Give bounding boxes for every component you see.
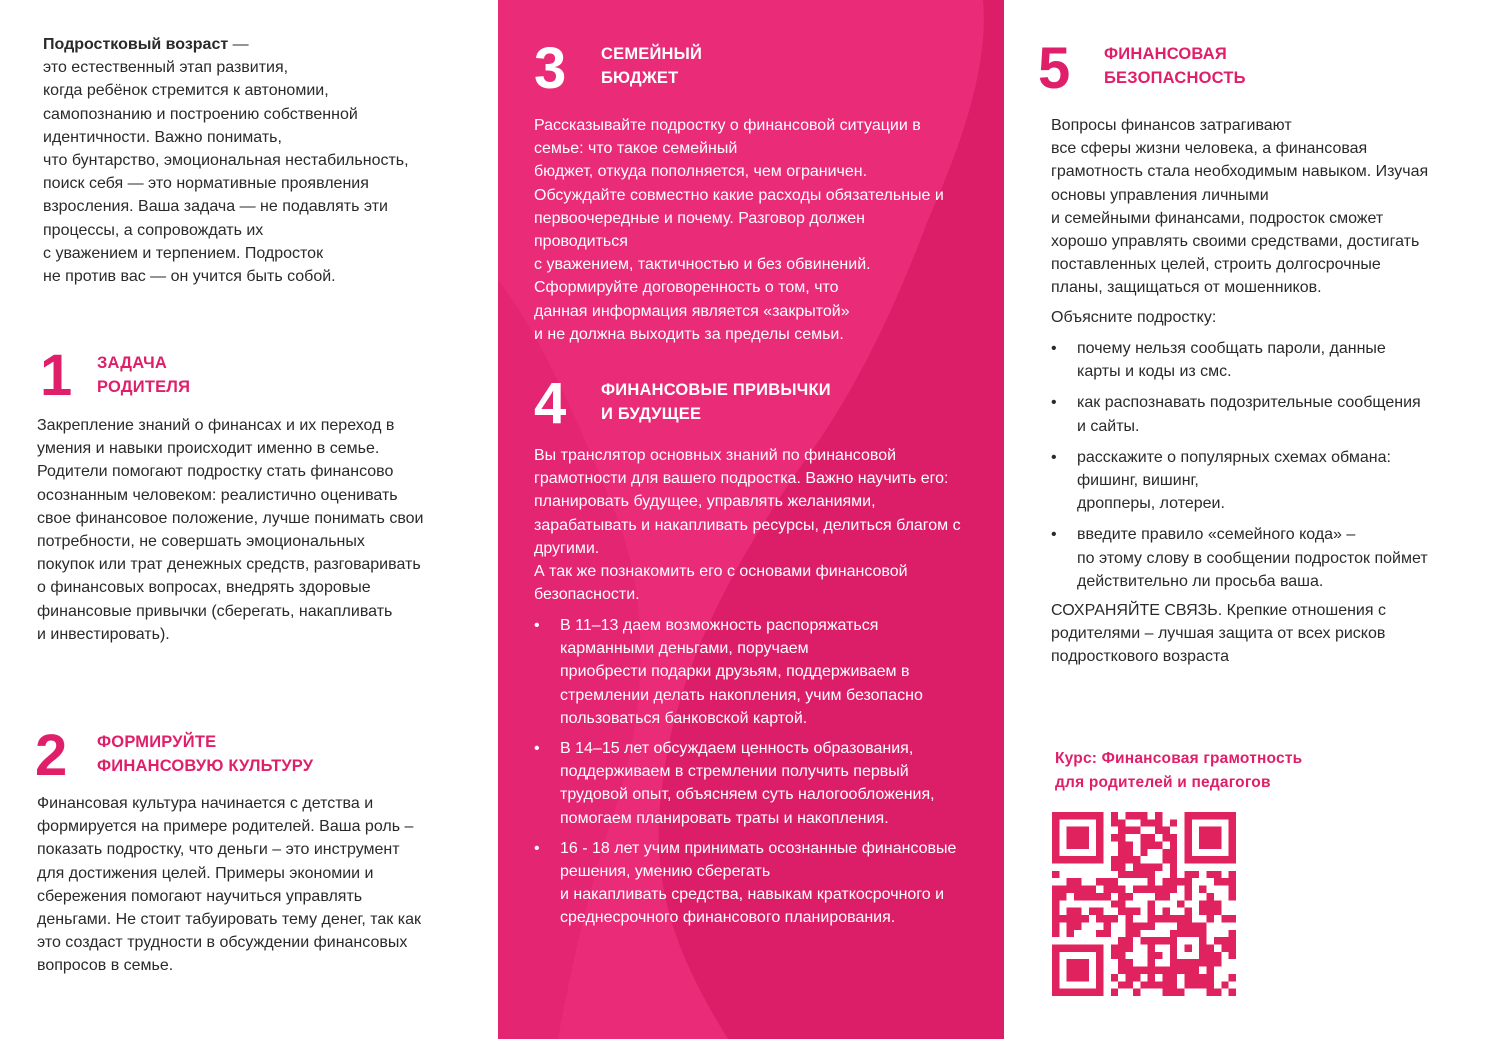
section-4-bullet-list — [534, 614, 996, 930]
section-4-number: 4 — [534, 371, 567, 436]
left-column — [0, 0, 498, 1039]
intro-text: — это естественный этап развития, когда ребёнок стремится к автономии, самопознанию и построению собственной идентичности. Важно понимать, что бунтарство, эмоциональная нестабильность, поиск себя — это нормативные проявления взросления. Ваша задача — не подавлять эти процессы, а сопровождать их с уважением и терпением. Подросток не против вас — он учится быть собой. — [43, 36, 409, 286]
course-label: Курс: Финансовая грамотность для родителей и педагогов — [1055, 750, 1303, 791]
list-item: • почему нельзя сообщать пароли, данные карты и коды из смс. — [1051, 337, 1496, 383]
right-column — [1004, 0, 1500, 1039]
list-item: • расскажите о популярных схемах обмана: фишинг, вишинг, дропперы, лотереи. — [1051, 446, 1496, 516]
qr-code-icon[interactable] — [1052, 812, 1236, 996]
middle-panel — [498, 0, 1004, 1039]
list-item: • 16 - 18 лет учим принимать осознанные финансовые решения, умению сберегать и накапливать средства, навыкам краткосрочного и среднесрочного финансового планирования. — [534, 837, 996, 930]
section-5-bullet-list — [1051, 337, 1496, 593]
section-2-title: ФОРМИРУЙТЕ ФИНАНСОВУЮ КУЛЬТУРУ — [97, 733, 314, 775]
section-1-body: Закрепление знаний о финансах и их переход в умения и навыки происходит именно в семье. Родители помогают подростку стать финансово осознанным человеком: реалистично оценивать свое финансовое положение, лучше понимать свои потребности, не совершать эмоциональных покупок или трат денежных средств, разговаривать о финансовых вопросах, внедрять здоровые финансовые привычки (сберегать, накапливать и инвестировать). — [37, 417, 424, 643]
section-3-number: 3 — [534, 36, 567, 101]
intro-bold: Подростковый возраст — [43, 36, 229, 53]
section-5-number: 5 — [1038, 36, 1071, 101]
list-item: • В 14–15 лет обсуждаем ценность образования, поддерживаем в стремлении получить первый трудовой опыт, объясняем суть налогообложения, помогаем планировать траты и накопления. — [534, 737, 996, 830]
section-4-body: Вы транслятор основных знаний по финансовой грамотности для вашего подростка. Важно научить его: планировать будущее, управлять желаниями, зарабатывать и накапливать ресурсы, делиться благом с другими. А так же познакомить его с основами финансовой безопасности. — [534, 447, 961, 604]
section-5-explain: Объясните подростку: — [1051, 309, 1217, 326]
section-2-body: Финансовая культура начинается с детства и формируется на примере родителей. Ваша роль – показать подростку, что деньги – это инструмент для достижения целей. Примеры экономии и сбережения помогают научиться управлять деньгами. Не стоит табуировать тему денег, так как это создаст трудности в обсуждении финансовых вопросов в семье. — [37, 795, 421, 975]
section-5-title: ФИНАНСОВАЯ БЕЗОПАСНОСТЬ — [1104, 45, 1246, 87]
section-5-body: Вопросы финансов затрагивают все сферы жизни человека, а финансовая грамотность стала необходимым навыком. Изучая основы управления личными и семейными финансами, подросток сможет хорошо управлять своими средствами, достигать поставленных целей, строить долгосрочные планы, защищаться от мошенников. — [1051, 117, 1429, 297]
section-3-body: Рассказывайте подростку о финансовой ситуации в семье: что такое семейный бюджет, откуда пополняется, чем ограничен. Обсуждайте совместно какие расходы обязательные и первоочередные и почему. Разговор должен проводиться с уважением, тактичностью и без обвинений. Сформируйте договоренность о том, что данная информация является «закрытой» и не должна выходить за пределы семьи. — [534, 117, 944, 343]
section-3-title: СЕМЕЙНЫЙ БЮДЖЕТ — [601, 45, 703, 87]
section-1-title: ЗАДАЧА РОДИТЕЛЯ — [97, 354, 191, 396]
section-2-number: 2 — [35, 723, 68, 788]
intro-paragraph — [43, 33, 483, 288]
section-4-title: ФИНАНСОВЫЕ ПРИВЫЧКИ И БУДУЩЕЕ — [601, 381, 831, 423]
list-item: • как распознавать подозрительные сообщения и сайты. — [1051, 391, 1496, 437]
section-5-closing: СОХРАНЯЙТЕ СВЯЗЬ. Крепкие отношения с родителями – лучшая защита от всех рисков подросткового возраста — [1051, 602, 1386, 666]
section-1-number: 1 — [40, 343, 73, 408]
list-item: • В 11–13 даем возможность распоряжаться карманными деньгами, поручаем приобрести подарки друзьям, поддерживаем в стремлении делать накопления, учим безопасно пользоваться банковской картой. — [534, 614, 996, 730]
list-item: • введите правило «семейного кода» – по этому слову в сообщении подросток поймет действительно ли просьба ваша. — [1051, 523, 1496, 593]
